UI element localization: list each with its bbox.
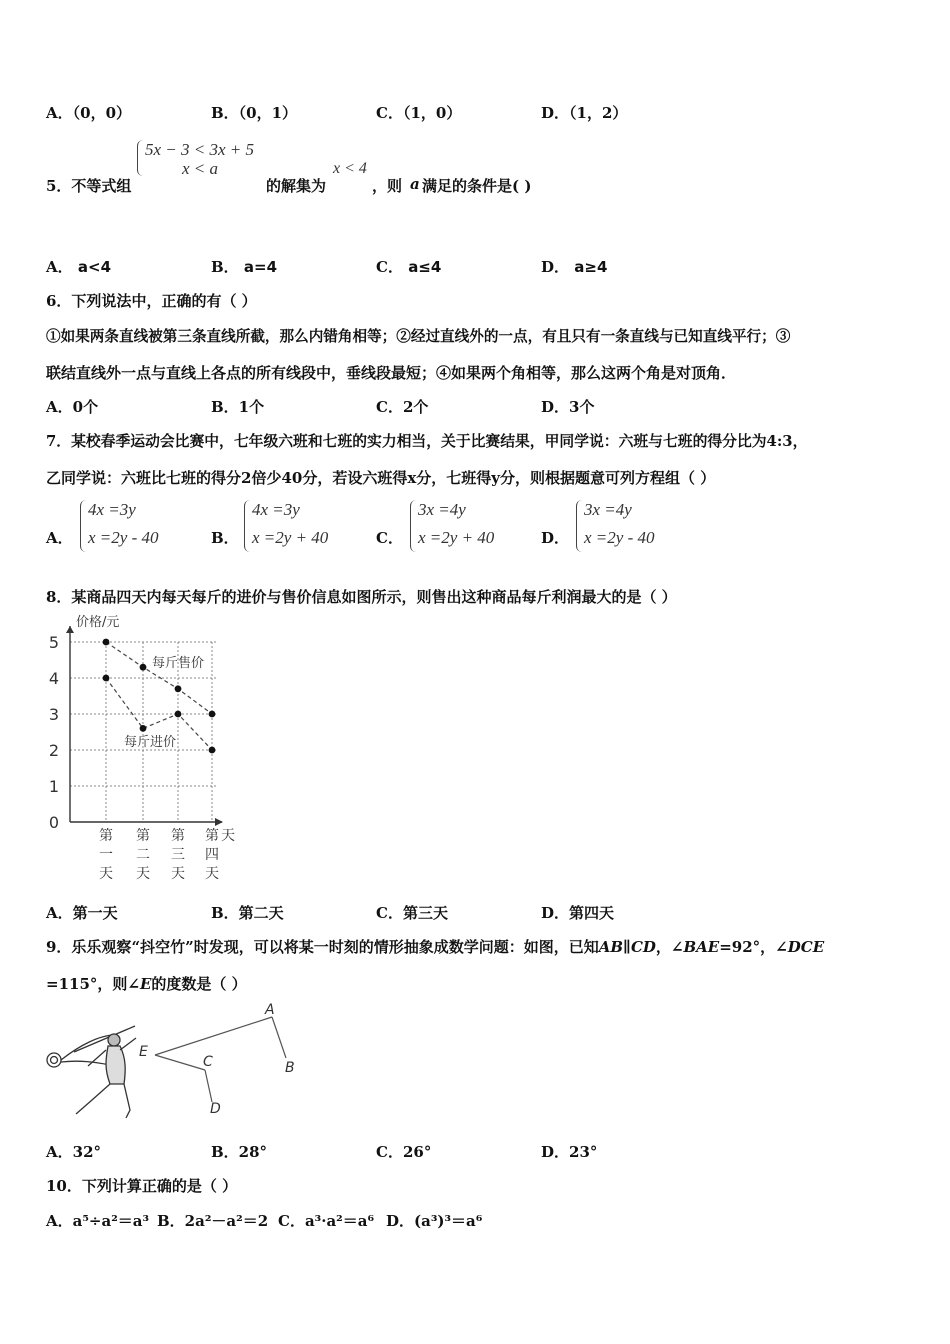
q5-inequality-system — [137, 140, 277, 180]
q7-option-a-eq1: 4x =3y — [88, 500, 136, 519]
q5-option-d — [541, 256, 607, 277]
y-tick-label: 4 — [48, 669, 60, 688]
q10-option-a: A．a⁵÷a²＝a³ — [46, 1212, 150, 1230]
q9-angle-bae: BAE — [683, 938, 720, 956]
data-point-cost — [140, 725, 147, 732]
q9-angle-bae-value: =92°，∠ — [719, 938, 788, 956]
q8-price-chart — [40, 608, 250, 880]
q7-option-a-eq2: x =2y - 40 — [88, 528, 159, 547]
data-point-sell — [103, 639, 110, 646]
q6-stem: 6．下列说法中，正确的有（ ） — [46, 292, 257, 310]
q5-stem-mid: 的解集为 — [266, 177, 327, 195]
y-tick-label: 5 — [48, 633, 60, 652]
q4-option-b: B．（0，1） — [211, 104, 298, 122]
q5-option-c — [376, 256, 441, 277]
q5-stem-prefix: 5．不等式组 — [46, 177, 132, 195]
q6-option-d: D．3个 — [541, 398, 595, 416]
q5-stem-suffix1: ，则 — [372, 177, 403, 195]
q9-option-a: A．32° — [46, 1143, 102, 1161]
q5-option-c-value: a≤4 — [408, 258, 442, 276]
q7-option-c-label: C． — [376, 529, 403, 547]
x-category-char: 三 — [171, 847, 185, 863]
q4-option-c: C．（1，0） — [376, 104, 462, 122]
q8-option-d: D．第四天 — [541, 904, 615, 922]
q5-solution-set: x < 4 — [333, 160, 367, 177]
q4-option-d: D．（1，2） — [541, 104, 628, 122]
q7-option-c-system — [410, 500, 530, 556]
q8-option-b: B．第二天 — [211, 904, 284, 922]
q9-line2-suffix: 的度数是（ ） — [151, 975, 247, 993]
q5-option-b-label: B． — [211, 258, 239, 276]
q5-option-b — [211, 256, 277, 277]
q5-option-d-value: a≥4 — [574, 258, 608, 276]
q7-option-a-system — [80, 500, 200, 556]
point-label-c: C — [203, 1054, 213, 1070]
q9-line1 — [46, 936, 824, 957]
y-axis-arrow — [66, 626, 74, 633]
q5-option-c-label: C． — [376, 258, 403, 276]
chart-ylabel: 价格/元 — [76, 615, 120, 630]
x-category-char: 天 — [205, 866, 219, 880]
q5-option-d-label: D． — [541, 258, 570, 276]
segment-ab — [272, 1017, 286, 1058]
q9-line2 — [46, 973, 247, 994]
q5-system-line1: 5x − 3 < 3x + 5 — [145, 140, 255, 159]
y-tick-label: 1 — [48, 777, 60, 796]
q6-option-a: A．0个 — [46, 398, 99, 416]
q5-stem-suffix2: 满足的条件是( ) — [422, 177, 532, 195]
q5-option-a-value: a<4 — [77, 258, 112, 276]
chart-legend-cost-price: 每斤进价 — [124, 735, 177, 750]
q7-option-a-brace — [80, 500, 87, 552]
x-category-char: 第 — [99, 828, 113, 844]
q8-option-c: C．第三天 — [376, 904, 448, 922]
x-category-char: 第 — [205, 828, 219, 844]
q9-angle-dce: DCE — [787, 938, 825, 956]
chart-legend-sell-price: 每斤售价 — [152, 656, 205, 671]
chart-xlabel: 天 — [221, 828, 235, 844]
q9-option-b: B．28° — [211, 1143, 268, 1161]
q5-option-a-label: A． — [46, 258, 73, 276]
q6-line1: ①如果两条直线被第三条直线所截，那么内错角相等；②经过直线外的一点，有且只有一条直线与已知直线平行；③ — [46, 328, 791, 345]
q9-line2-text: =115°，则∠ — [46, 975, 140, 993]
q7-line1: 7．某校春季运动会比赛中，七年级六班和七班的实力相当，关于比赛结果，甲同学说：六班与七班的得分比为4:3， — [46, 433, 808, 450]
data-point-cost — [103, 675, 110, 682]
player-legs — [76, 1084, 130, 1118]
q7-option-d-eq2: x =2y - 40 — [584, 528, 655, 547]
q9-line1-text: 9．乐乐观察“抖空竹”时发现，可以将某一时刻的情形抽象成数学问题：如图，已知 — [46, 938, 599, 956]
q7-option-b-brace — [244, 500, 251, 552]
y-tick-label: 2 — [48, 741, 60, 760]
data-point-cost — [175, 711, 182, 718]
q7-option-b-label: B． — [211, 529, 239, 547]
data-point-sell — [175, 685, 182, 692]
q7-option-b-eq2: x =2y + 40 — [252, 528, 329, 547]
q7-option-c-eq1: 3x =4y — [418, 500, 466, 519]
q5-option-b-value: a=4 — [243, 258, 278, 276]
data-point-sell — [140, 664, 147, 671]
chart-y-ticks — [49, 633, 59, 832]
q9-angle-e: E — [139, 975, 152, 993]
chart-x-categories — [99, 828, 219, 880]
q7-option-d-system — [576, 500, 696, 556]
diabolo-stick — [74, 1026, 135, 1052]
q5-option-a — [46, 256, 111, 277]
point-label-d: D — [210, 1101, 221, 1117]
x-category-char: 天 — [136, 866, 150, 880]
player-head — [108, 1034, 120, 1046]
x-category-char: 四 — [205, 847, 219, 863]
q10-option-d: D．(a³)³＝a⁶ — [386, 1212, 483, 1230]
q7-option-d-label: D． — [541, 529, 570, 547]
q6-line2: 联结直线外一点与直线上各点的所有线段中，垂线段最短；④如果两个角相等，那么这两个角是对顶角． — [46, 364, 737, 382]
diabolo-player-illustration — [47, 1026, 136, 1118]
point-label-a: A — [265, 1002, 275, 1018]
x-category-char: 天 — [171, 866, 185, 880]
diabolo-icon — [47, 1053, 61, 1067]
q7-option-b-eq1: 4x =3y — [252, 500, 300, 519]
q10-option-c: C．a³·a²＝a⁶ — [278, 1212, 375, 1230]
x-category-char: 天 — [99, 866, 113, 880]
x-category-char: 第 — [171, 828, 185, 844]
q5-brace — [137, 140, 144, 176]
q9-option-c: C．26° — [376, 1143, 432, 1161]
segment-ec — [155, 1055, 205, 1070]
q4-option-a: A．（0，0） — [46, 104, 132, 122]
q8-stem: 8．某商品四天内每天每斤的进价与售价信息如图所示，则售出这种商品每斤利润最大的是（ ） — [46, 588, 677, 606]
x-axis-arrow — [215, 818, 223, 826]
q7-option-a-label: A． — [46, 529, 73, 547]
q5-system-line2: x < a — [182, 159, 219, 178]
q9-figure — [40, 1000, 310, 1125]
q7-option-c-brace — [410, 500, 417, 552]
point-label-b: B — [285, 1060, 295, 1076]
q9-parallel-expr: AB∥CD — [598, 938, 656, 956]
q6-option-c: C．2个 — [376, 398, 429, 416]
point-label-e: E — [139, 1044, 148, 1060]
q6-option-b: B．1个 — [211, 398, 265, 416]
q5-variable-a: a — [410, 175, 420, 193]
q8-option-a: A．第一天 — [46, 904, 118, 922]
q9-option-d: D．23° — [541, 1143, 598, 1161]
y-tick-label: 0 — [48, 813, 60, 832]
q7-option-d-eq1: 3x =4y — [584, 500, 632, 519]
segment-cd — [205, 1070, 212, 1102]
x-category-char: 二 — [136, 847, 150, 863]
q10-option-b: B．2a²－a²＝2 — [157, 1212, 269, 1230]
segment-ea — [155, 1017, 272, 1055]
q9-angle-symbol: ，∠ — [655, 938, 684, 956]
q10-stem: 10．下列计算正确的是（ ） — [46, 1177, 238, 1195]
q7-option-c-eq2: x =2y + 40 — [418, 528, 495, 547]
q7-option-b-system — [244, 500, 364, 556]
q7-line2: 乙同学说：六班比七班的得分2倍少40分，若设六班得x分，七班得y分，则根据题意可列方程组（ ） — [46, 469, 716, 487]
q7-option-d-brace — [576, 500, 583, 552]
data-point-sell — [209, 711, 216, 718]
x-category-char: 第 — [136, 828, 150, 844]
x-category-char: 一 — [99, 847, 113, 863]
data-point-cost — [209, 747, 216, 754]
player-body — [106, 1046, 125, 1084]
y-tick-label: 3 — [48, 705, 60, 724]
